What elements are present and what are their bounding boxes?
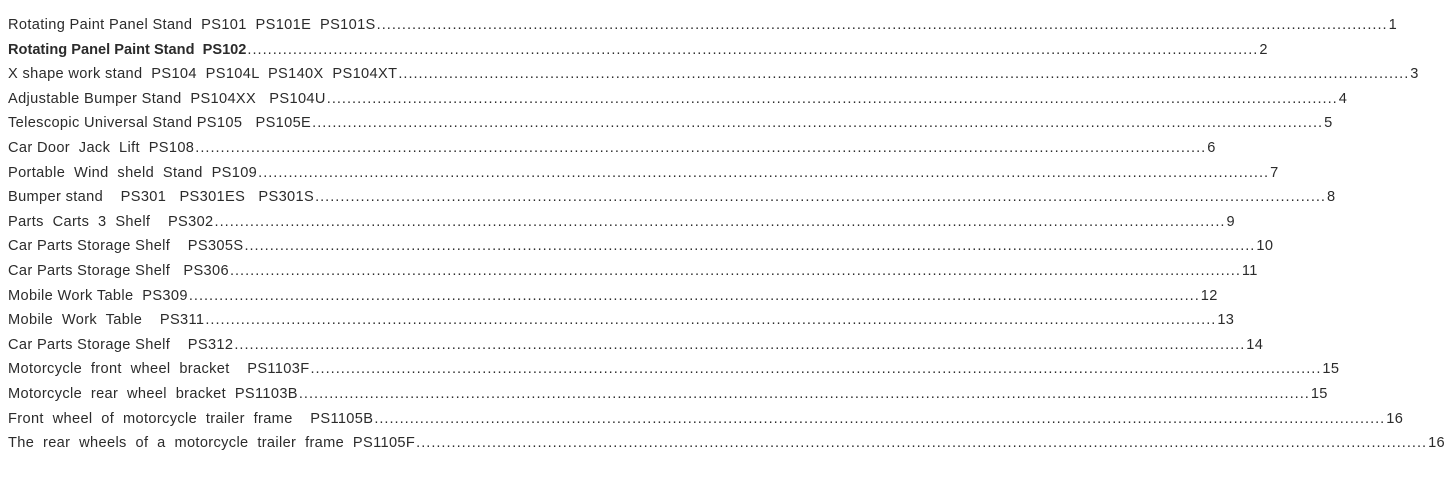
- toc-entry-page-number: 1: [1388, 17, 1398, 33]
- toc-entry-page-number: 2: [1259, 41, 1268, 58]
- toc-entry: [8, 435, 1445, 460]
- toc-entry: [8, 410, 1404, 436]
- toc-entry: [8, 139, 1216, 165]
- toc-dot-leader: ........................................................................................................................................................................................................: [195, 139, 1207, 156]
- toc-dot-leader: ........................................................................................................................................................................................................: [258, 164, 1270, 181]
- toc-entry: [8, 90, 1348, 116]
- toc-entry-page-number: 14: [1246, 336, 1264, 353]
- toc-dot-leader: ........................................................................................................................................................................................................: [398, 66, 1410, 83]
- toc-dot-leader: ........................................................................................................................................................................................................: [416, 435, 1428, 452]
- toc-entry: [8, 17, 1398, 42]
- toc-entry-page-number: 8: [1327, 189, 1336, 206]
- toc-entry-title: Rotating Panel Paint Stand PS102: [8, 41, 247, 58]
- toc-dot-leader: ........................................................................................................................................................................................................: [374, 410, 1386, 427]
- toc-dot-leader: ........................................................................................................................................................................................................: [188, 287, 1200, 304]
- toc-entry-title: Front wheel of motorcycle trailer frame PS1105B: [8, 410, 374, 427]
- toc-entry-page-number: 16: [1386, 410, 1404, 427]
- toc-entry: [8, 238, 1274, 263]
- toc-entry-title: Car Door Jack Lift PS108: [8, 139, 195, 156]
- toc-entry-page-number: 16: [1428, 435, 1445, 452]
- toc-entry-page-number: 15: [1310, 385, 1328, 402]
- toc-entry: [8, 189, 1336, 214]
- toc-dot-leader: ........................................................................................................................................................................................................: [247, 41, 1259, 58]
- toc-entry-page-number: 9: [1226, 213, 1235, 230]
- toc-entry-page-number: 6: [1207, 139, 1216, 156]
- toc-dot-leader: ........................................................................................................................................................................................................: [312, 115, 1324, 132]
- toc-entry-title: Bumper stand PS301 PS301ES PS301S: [8, 189, 315, 206]
- toc-entry-title: Motorcycle front wheel bracket PS1103F: [8, 361, 310, 378]
- toc-entry-title: Motorcycle rear wheel bracket PS1103B: [8, 385, 298, 402]
- toc-entry-page-number: 13: [1217, 312, 1235, 329]
- toc-entry-page-number: 15: [1322, 361, 1340, 378]
- toc-dot-leader: ........................................................................................................................................................................................................: [376, 17, 1388, 33]
- toc-entry-page-number: 12: [1200, 287, 1218, 304]
- toc-entry-page-number: 5: [1324, 115, 1333, 132]
- toc-entry-title: Car Parts Storage Shelf PS306: [8, 262, 229, 279]
- toc-entry-title: Car Parts Storage Shelf PS312: [8, 336, 234, 353]
- toc-dot-leader: ........................................................................................................................................................................................................: [326, 90, 1338, 107]
- toc-entry: [8, 287, 1218, 313]
- toc-dot-leader: ........................................................................................................................................................................................................: [315, 189, 1326, 206]
- toc-entry-title: Mobile Work Table PS311: [8, 312, 205, 329]
- toc-entry: [8, 115, 1333, 140]
- toc-entry-title: Telescopic Universal Stand PS105 PS105E: [8, 115, 312, 132]
- toc-entry-title: Rotating Paint Panel Stand PS101 PS101E PS101S: [8, 17, 376, 33]
- toc-entry: [8, 336, 1264, 362]
- toc-dot-leader: ........................................................................................................................................................................................................: [298, 385, 1310, 402]
- toc-entry-title: Portable Wind sheld Stand PS109: [8, 164, 258, 181]
- toc-dot-leader: ........................................................................................................................................................................................................: [229, 262, 1241, 279]
- toc-entry-title: Car Parts Storage Shelf PS305S: [8, 238, 244, 255]
- table-of-contents: [8, 17, 1445, 460]
- toc-entry-title: X shape work stand PS104 PS104L PS140X PS104XT: [8, 66, 398, 83]
- toc-dot-leader: ........................................................................................................................................................................................................: [244, 238, 1256, 255]
- toc-entry: [8, 41, 1268, 67]
- toc-dot-leader: ........................................................................................................................................................................................................: [205, 312, 1217, 329]
- toc-entry-title: Adjustable Bumper Stand PS104XX PS104U: [8, 90, 326, 107]
- toc-dot-leader: ........................................................................................................................................................................................................: [310, 361, 1322, 378]
- toc-entry-page-number: 3: [1410, 66, 1419, 83]
- toc-entry-title: The rear wheels of a motorcycle trailer frame PS1105F: [8, 435, 416, 452]
- toc-entry-page-number: 11: [1241, 262, 1258, 279]
- toc-entry: [8, 312, 1235, 337]
- toc-entry: [8, 385, 1328, 411]
- toc-entry-title: Parts Carts 3 Shelf PS302: [8, 213, 214, 230]
- toc-entry-page-number: 7: [1270, 164, 1279, 181]
- toc-entry-page-number: 10: [1256, 238, 1274, 255]
- toc-entry: [8, 361, 1340, 386]
- toc-entry-title: Mobile Work Table PS309: [8, 287, 188, 304]
- toc-entry: [8, 164, 1279, 190]
- toc-entry-page-number: 4: [1338, 90, 1348, 107]
- toc-entry: [8, 66, 1419, 91]
- toc-dot-leader: ........................................................................................................................................................................................................: [234, 336, 1246, 353]
- toc-dot-leader: ........................................................................................................................................................................................................: [214, 213, 1226, 230]
- toc-entry: [8, 213, 1235, 239]
- toc-entry: [8, 262, 1258, 288]
